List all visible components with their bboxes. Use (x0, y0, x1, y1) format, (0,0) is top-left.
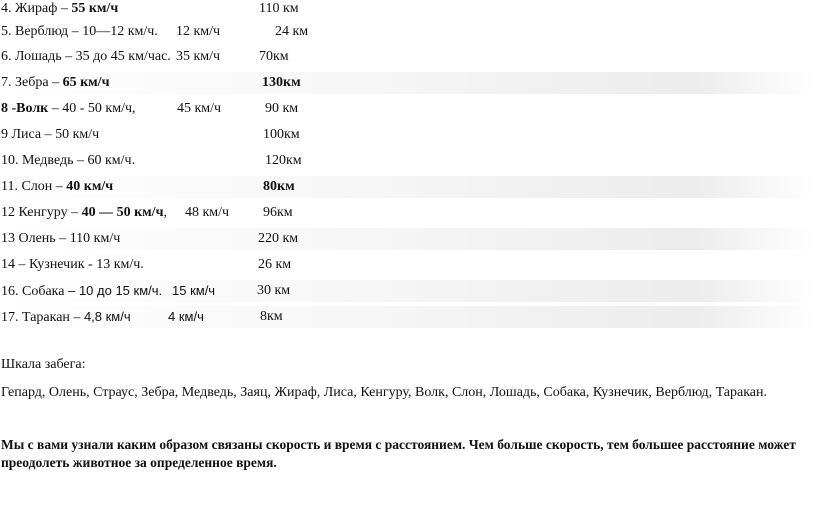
average-speed: 48 км/ч (185, 205, 230, 220)
scale-list: Гепард, Олень, Страус, Зебра, Медведь, Заяц, Жираф, Лиса, Кенгуру, Волк, Слон, Лошадь, Собака, Кузнечик, Верблюд, Таракан. (1, 385, 768, 400)
table-row-5 (0, 21, 816, 43)
distance: 100км (263, 127, 300, 142)
conclusion-text: Мы с вами узнали каким образом связаны скорость и время с расстоянием. Чем больше скорость, тем большее расстояние может преодолеть животное за определенное время. (1, 437, 796, 470)
table-row-14 (0, 254, 816, 276)
average-speed: 45 км/ч (177, 101, 222, 116)
animal-name: 9 Лиса – 50 км/ч (1, 127, 100, 142)
average-speed: 4 км/ч (168, 309, 204, 324)
table-row-12 (0, 202, 816, 224)
distance: 130км (262, 75, 301, 90)
distance: 30 км (257, 283, 291, 298)
speed: 10 до 15 км/ч. (78, 283, 163, 298)
average-speed: 15 км/ч (172, 283, 216, 298)
animal-name: 12 Кенгуру – 40 — 50 км/ч, (1, 205, 167, 220)
speed: 40 - 50 км/ч, (62, 101, 136, 116)
distance: 80км (263, 179, 295, 194)
table-row-17 (0, 306, 816, 328)
distance: 90 км (265, 101, 299, 116)
animal-name: 13 Олень – 110 км/ч (1, 231, 121, 246)
speed: 65 км/ч (62, 75, 110, 90)
speed: 40 км/ч (66, 179, 114, 194)
distance: 96км (263, 205, 293, 220)
table-row-4 (0, 0, 816, 20)
speed: 40 — 50 км/ч (81, 205, 164, 220)
animal-name: 10. Медведь – 60 км/ч. (1, 153, 136, 168)
table-row-8 (0, 98, 816, 120)
distance: 120км (265, 153, 302, 168)
animal-name: 5. Верблюд – 10—12 км/ч. (1, 24, 158, 39)
table-row-11 (0, 176, 816, 198)
animal-name: 4. Жираф – 55 км/ч (1, 1, 119, 16)
distance: 26 км (258, 257, 292, 272)
average-speed: 35 км/ч (176, 49, 221, 64)
animal-name: 17. Таракан – 4,8 км/ч (1, 309, 131, 325)
distance: 220 км (258, 231, 299, 246)
distance: 110 км (259, 1, 299, 16)
animal-name: 11. Слон – 40 км/ч (1, 179, 114, 194)
scale-title: Шкала забега: (1, 357, 86, 372)
speed: 10—12 км/ч. (82, 24, 158, 39)
table-row-10 (0, 150, 816, 172)
animal-name: 8 -Волк – 40 - 50 км/ч, (1, 101, 136, 116)
animal-name: 16. Собака – 10 до 15 км/ч. (1, 283, 163, 299)
animal-name: 14 – Кузнечик - 13 км/ч. (1, 257, 144, 272)
table-row-13 (0, 228, 816, 250)
speed: 35 до 45 км/час. (75, 49, 171, 64)
table-row-9 (0, 124, 816, 146)
distance: 8км (260, 309, 283, 324)
animal-name: 6. Лошадь – 35 до 45 км/час. (1, 49, 171, 64)
animal-name: 7. Зебра – 65 км/ч (1, 75, 110, 90)
speed: 110 км/ч (69, 231, 121, 246)
speed: 55 км/ч (71, 1, 119, 16)
table-row-16 (0, 280, 816, 302)
average-speed: 12 км/ч (176, 24, 221, 39)
speed: 50 км/ч (55, 127, 100, 142)
speed: 4,8 км/ч (83, 309, 131, 324)
table-row-6 (0, 46, 816, 68)
distance: 70км (259, 49, 289, 64)
speed: 60 км/ч. (87, 153, 136, 168)
table-row-7 (0, 72, 816, 94)
speed: 13 км/ч. (96, 257, 144, 272)
distance: 24 км (275, 24, 309, 39)
